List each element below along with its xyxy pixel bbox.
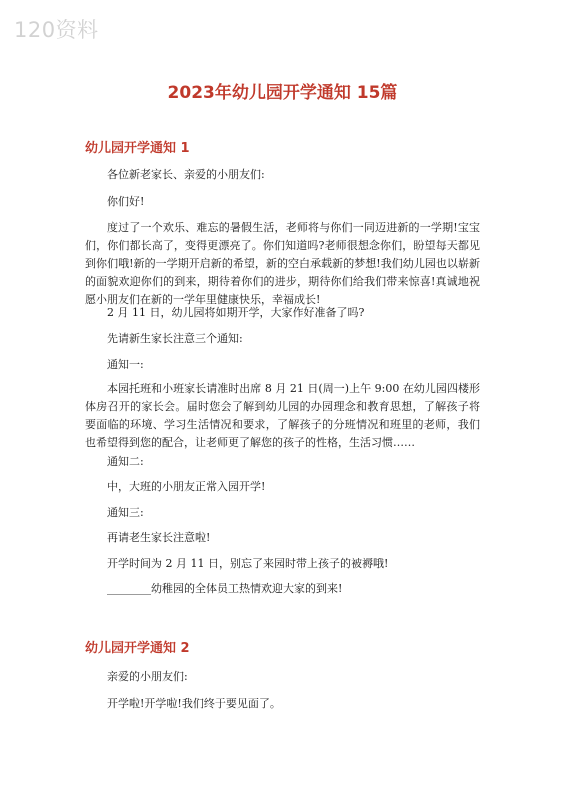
notice-label: 通知一: [107,358,144,371]
body-paragraph: 本园托班和小班家长请准时出席 8 月 21 日(周一)上午 9:00 在幼儿园四楼形体房召开的家长会。届时您会了解到幼儿园的办园理念和教育思想，了解孩子将要面临的环境、学习生活情况和要求，了解孩子的分班情况和班里的老师，我们也希望得到您的配合，让老师更了解您的孩子的性格，生活习惯…… [85,382,480,449]
body-paragraph: 度过了一个欢乐、难忘的暑假生活，老师将与你们一同迈进新的一学期!宝宝们，你们都长高了，变得更漂亮了。你们知道吗?老师很想念你们，盼望每天都见到你们哦!新的一学期开启新的希望，新的空白承载新的梦想!我们幼儿园也以崭新的面貌欢迎你们的到来，期待着你们的进步，期待你们给我们带来惊喜!真诚地祝愿小朋友们在新的一学年里健康快乐，幸福成长! [85,221,480,306]
section-heading-2: 幼儿园开学通知 2 [85,641,190,656]
body-paragraph: 开学啦!开学啦!我们终于要见面了。 [107,697,281,710]
body-paragraph: 开学时间为 2 月 11 日，别忘了来园时带上孩子的被褥哦! [107,557,389,570]
watermark-logo: 120资料 [14,18,99,42]
closing-paragraph: ________幼稚园的全体员工热情欢迎大家的到来! [107,582,343,595]
notice-label: 通知三: [107,506,144,519]
greeting-paragraph: 各位新老家长、亲爱的小朋友们: [107,168,265,181]
greeting-paragraph: 亲爱的小朋友们: [107,670,188,683]
document-title: 2023年幼儿园开学通知 15篇 [167,83,398,103]
body-paragraph: 再请老生家长注意啦! [107,531,211,544]
body-paragraph: 先请新生家长注意三个通知: [107,332,243,345]
notice-label: 通知二: [107,455,144,468]
body-paragraph: 2 月 11 日，幼儿园将如期开学，大家作好准备了吗? [107,306,365,319]
hello-paragraph: 你们好! [107,195,145,208]
body-paragraph: 中，大班的小朋友正常入园开学! [107,480,266,493]
section-heading-1: 幼儿园开学通知 1 [85,141,190,156]
